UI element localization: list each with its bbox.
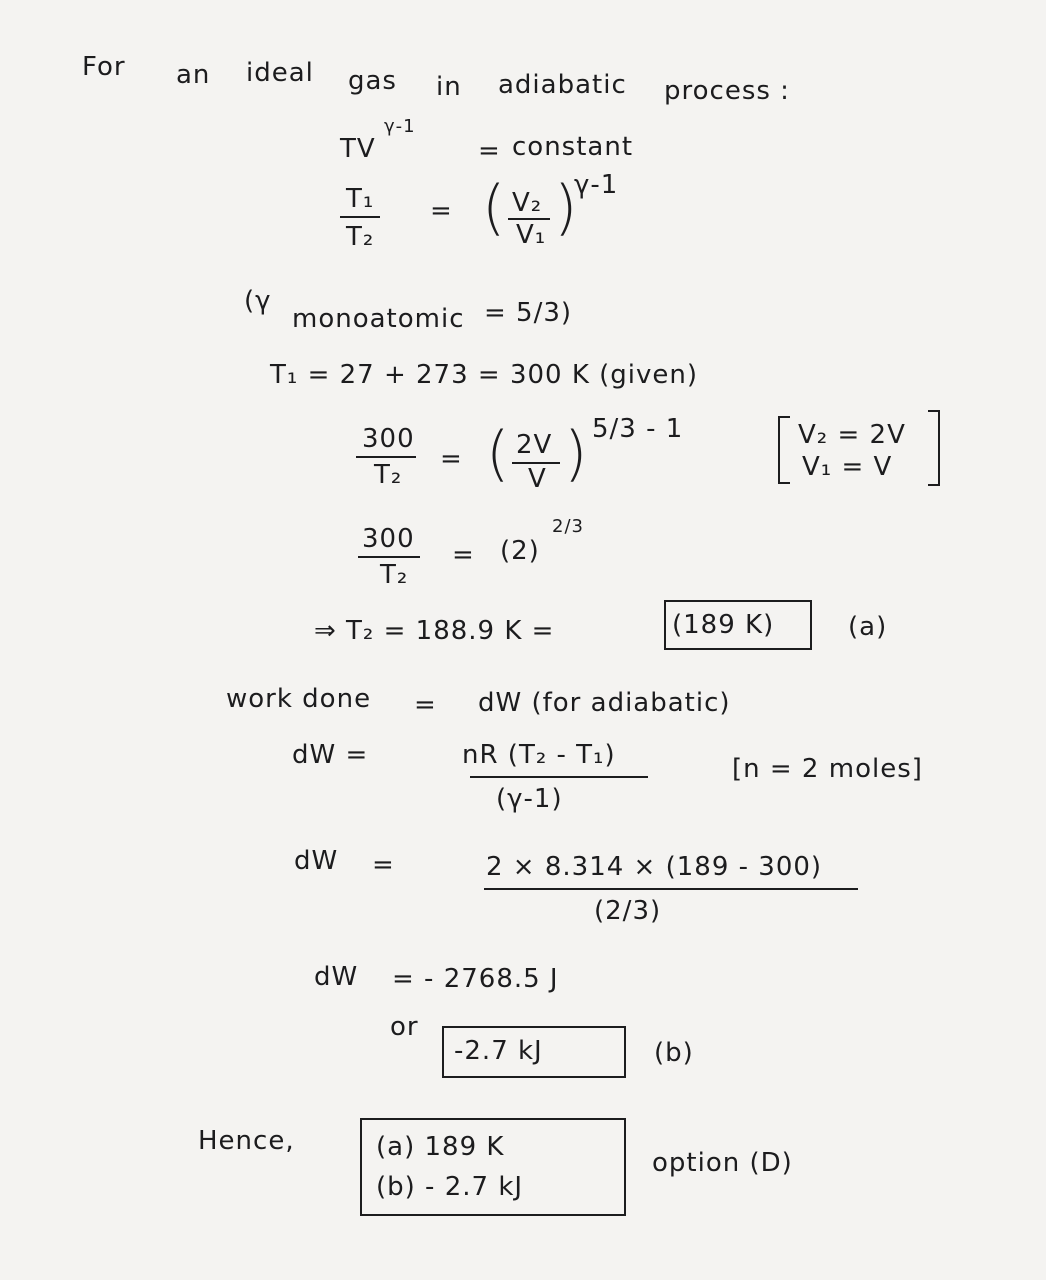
- gamma-value: = 5/3): [484, 298, 573, 328]
- intro-word-ideal: ideal: [246, 58, 314, 88]
- eq2-left-paren: (: [482, 173, 506, 243]
- t2-tag-a: (a): [848, 612, 888, 642]
- t1-line: T₁ = 27 + 273 = 300 K (given): [270, 360, 699, 390]
- work-label: work done: [226, 684, 372, 714]
- dw1-note: [n = 2 moles]: [732, 754, 923, 784]
- eq4-exponent: 2/3: [552, 516, 584, 537]
- intro-word-adiabatic: adiabatic: [498, 70, 627, 100]
- eq3-equals: =: [440, 444, 463, 474]
- dw1-denominator: (γ-1): [496, 784, 563, 814]
- dw2-equals: =: [372, 850, 395, 880]
- eq3-inner-numerator: 2V: [516, 430, 553, 460]
- eq1-rhs: constant: [512, 132, 634, 162]
- dw1-lhs: dW =: [292, 740, 369, 770]
- b-tag: (b): [654, 1038, 694, 1068]
- gamma-subscript: monoatomic: [292, 304, 465, 334]
- given-v1: V₁ = V: [802, 452, 893, 482]
- eq2-equals: =: [430, 196, 453, 226]
- eq4-rhs: (2): [500, 536, 540, 566]
- eq2-inner-numerator: V₂: [512, 188, 543, 218]
- eq3-numerator: 300: [362, 424, 415, 454]
- dw1-numerator: nR (T₂ - T₁): [462, 740, 616, 770]
- intro-word-in: in: [436, 72, 462, 102]
- eq1-equals: =: [478, 136, 501, 166]
- eq3-inner-denominator: V: [528, 464, 547, 494]
- gamma-symbol: (γ: [244, 286, 272, 316]
- eq4-denominator: T₂: [380, 560, 409, 590]
- dw2-numerator: 2 × 8.314 × (189 - 300): [486, 852, 823, 882]
- eq2-inner-denominator: V₁: [516, 220, 547, 250]
- final-option: option (D): [652, 1148, 793, 1178]
- intro-word-process: process :: [664, 76, 790, 106]
- eq4-equals: =: [452, 540, 475, 570]
- eq3-fraction-bar: [356, 456, 416, 458]
- eq4-fraction-bar: [358, 556, 420, 558]
- final-answer-b: (b) - 2.7 kJ: [376, 1172, 524, 1202]
- dw3-rhs: = - 2768.5 J: [392, 964, 559, 994]
- t2-line: ⇒ T₂ = 188.9 K =: [314, 616, 555, 646]
- eq4-numerator: 300: [362, 524, 415, 554]
- eq2-right-paren: ): [554, 173, 578, 243]
- work-rhs: dW (for adiabatic): [478, 688, 731, 718]
- b-boxed-value: -2.7 kJ: [454, 1036, 543, 1066]
- eq2-denominator: T₂: [346, 222, 375, 252]
- eq3-denominator: T₂: [374, 460, 403, 490]
- dw2-lhs: dW: [294, 846, 339, 876]
- intro-word-gas: gas: [348, 66, 397, 96]
- intro-word-for: For: [82, 52, 126, 82]
- given-values-bracket-right: [928, 410, 940, 486]
- eq1-exponent: γ-1: [384, 116, 416, 137]
- eq1-lhs: TV: [340, 134, 376, 164]
- eq3-exponent: 5/3 - 1: [592, 414, 684, 444]
- given-values-bracket-left: [778, 416, 790, 484]
- dw2-denominator: (2/3): [594, 896, 662, 926]
- dw3-lhs: dW: [314, 962, 359, 992]
- eq3-left-paren: (: [486, 419, 510, 489]
- eq3-right-paren: ): [564, 419, 588, 489]
- final-answer-a: (a) 189 K: [376, 1132, 505, 1162]
- dw2-fraction-bar: [484, 888, 858, 890]
- eq2-exponent: γ-1: [574, 170, 619, 200]
- hence-label: Hence,: [198, 1126, 295, 1156]
- t2-boxed-value: (189 K): [672, 610, 775, 640]
- given-v2: V₂ = 2V: [798, 420, 906, 450]
- eq2-fraction-bar: [340, 216, 380, 218]
- intro-word-an: an: [176, 60, 211, 90]
- or-word: or: [390, 1012, 419, 1042]
- work-equals: =: [414, 690, 437, 720]
- eq2-numerator: T₁: [346, 184, 375, 214]
- dw1-fraction-bar: [470, 776, 648, 778]
